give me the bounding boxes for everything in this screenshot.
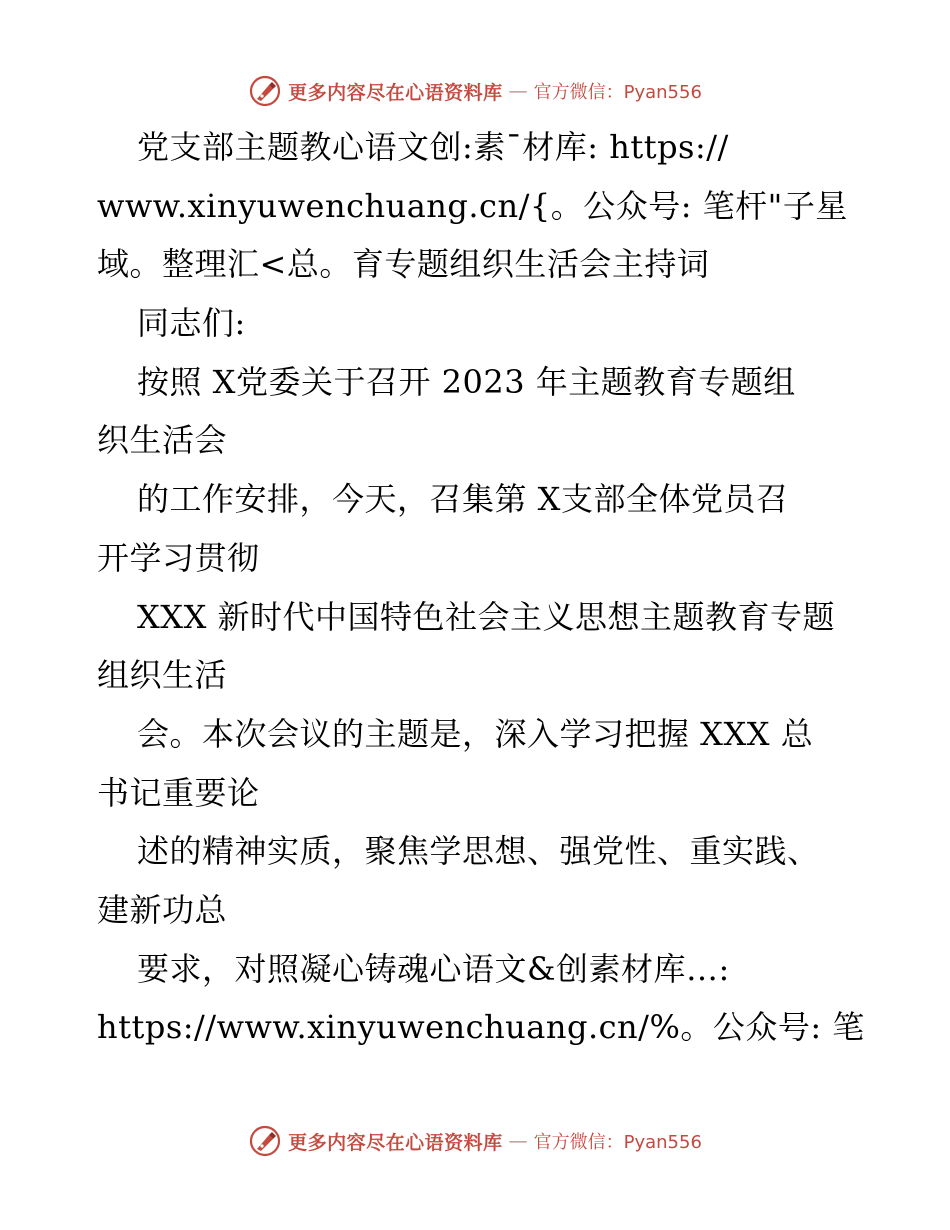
text-line: 同志们: — [137, 304, 246, 343]
text-line: 组织生活 — [97, 656, 228, 695]
text-line: 的工作安排，今天，召集第 X支部全体党员召 — [137, 480, 789, 519]
text-line: XXX 新时代中国特色社会主义思想主题教育专题 — [137, 597, 836, 636]
text-line: www.xinyuwenchuang.cn/{。公众号: 笔杆"子星 — [97, 186, 848, 225]
text-line: 书记重要论 — [97, 773, 260, 812]
text-line: 会。本次会议的主题是，深入学习把握 XXX 总 — [137, 714, 814, 753]
banner-main-text: 更多内容尽在心语资料库 — [288, 81, 503, 104]
footer-watermark-banner — [0, 1121, 950, 1161]
text-line: 建新功总 — [97, 890, 228, 929]
text-line: 织生活会 — [97, 421, 228, 460]
banner-separator: — — [508, 80, 528, 102]
text-line: https://www.xinyuwenchuang.cn/%。公众号: 笔 — [97, 1008, 865, 1047]
header-watermark-banner — [0, 71, 950, 111]
banner-wechat-text: 官方微信：Pyan556 — [533, 1132, 702, 1153]
banner-separator: — — [508, 1130, 528, 1152]
text-line: 述的精神实质，聚焦学思想、强党性、重实践、 — [137, 832, 820, 871]
text-line: 党支部主题教心语文创:素¯材库: https:// — [137, 128, 729, 166]
banner-wechat-text: 官方微信：Pyan556 — [533, 82, 702, 103]
banner-main-text: 更多内容尽在心语资料库 — [288, 1131, 503, 1154]
pen-nib-logo-icon — [248, 74, 282, 108]
document-body — [97, 118, 887, 1057]
text-line: 开学习贯彻 — [97, 538, 260, 577]
pen-nib-logo-icon — [248, 1124, 282, 1158]
text-line: 按照 X党委关于召开 2023 年主题教育专题组 — [137, 362, 796, 401]
text-line: 要求，对照凝心铸魂心语文&创素材库…: — [137, 949, 730, 988]
text-line: 域。整理汇<总。育专题组织生活会主持词 — [97, 245, 710, 284]
